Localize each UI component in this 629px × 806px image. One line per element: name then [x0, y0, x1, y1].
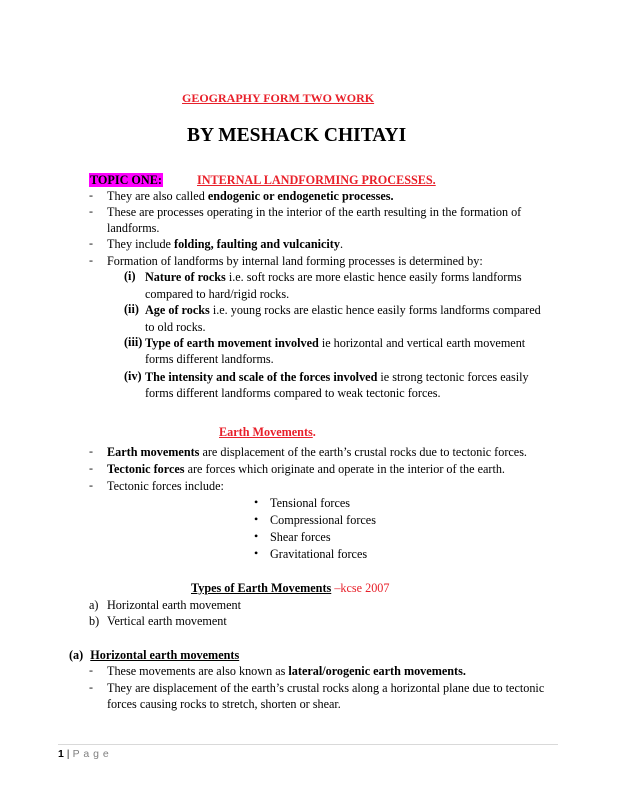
- factor-continuation: to old rocks.: [145, 320, 206, 334]
- force-item: Shear forces: [270, 530, 331, 544]
- factor-item: [145, 302, 541, 318]
- earth-movements-period: .: [312, 425, 316, 439]
- earth-movement-text: Tectonic forces include:: [107, 479, 224, 493]
- earth-movement-item: [107, 461, 505, 477]
- factor-bold: Age of rocks: [145, 303, 210, 317]
- factor-text: ie strong tectonic forces easily: [377, 370, 529, 384]
- types-note: –kcse 2007: [331, 581, 390, 595]
- dash-marker: -: [89, 236, 93, 250]
- types-label: b): [89, 614, 100, 628]
- horizontal-heading: Horizontal earth movements: [90, 648, 240, 662]
- factor-continuation: forms different landforms.: [145, 352, 274, 366]
- factor-number: (iv): [124, 369, 142, 383]
- factor-continuation: forms different landforms compared to weak tectonic forces.: [145, 386, 441, 400]
- earth-movement-bold: Tectonic forces: [107, 462, 185, 476]
- earth-movement-item: [107, 444, 527, 460]
- intro-item-continuation: landforms.: [107, 221, 160, 235]
- force-item: Tensional forces: [270, 496, 351, 510]
- earth-movement-text: are forces which originate and operate in the interior of the earth.: [184, 462, 505, 476]
- topic-title: INTERNAL LANDFORMING PROCESSES.: [197, 173, 436, 187]
- types-label: a): [89, 598, 99, 612]
- intro-text: They include: [107, 237, 175, 251]
- earth-movements-heading-line: [219, 424, 316, 440]
- types-heading: Types of Earth Movements: [191, 581, 332, 595]
- intro-bold: folding, faulting and vulcanicity: [174, 237, 340, 251]
- factor-item: [145, 269, 522, 285]
- intro-text: .: [339, 237, 343, 251]
- bullet-marker: •: [254, 512, 259, 526]
- factor-bold: The intensity and scale of the forces involved: [145, 370, 378, 384]
- force-item: Gravitational forces: [270, 547, 368, 561]
- document-subtitle: GEOGRAPHY FORM TWO WORK: [182, 91, 375, 105]
- dash-marker: -: [89, 663, 93, 677]
- factor-text: i.e. soft rocks are more elastic hence easily forms landforms: [225, 270, 522, 284]
- topic-label-highlight: [89, 173, 163, 187]
- horizontal-item: They are displacement of the earth’s crustal rocks along a horizontal plane due to tectonic: [107, 681, 545, 695]
- topic-label: TOPIC ONE: [90, 173, 158, 187]
- factor-item: [145, 335, 525, 351]
- factor-number: (iii): [124, 335, 143, 349]
- horizontal-bold: lateral/orogenic earth movements.: [288, 664, 466, 678]
- earth-movements-heading: Earth Movements: [219, 425, 313, 439]
- bullet-marker: •: [254, 529, 259, 543]
- dash-marker: -: [89, 478, 93, 492]
- factor-item: [145, 369, 529, 385]
- intro-item: [107, 236, 343, 252]
- factor-text: ie horizontal and vertical earth movement: [318, 336, 526, 350]
- factor-number: (ii): [124, 302, 139, 316]
- factor-continuation: compared to hard/rigid rocks.: [145, 287, 290, 301]
- factor-number: (i): [124, 269, 136, 283]
- force-item: Compressional forces: [270, 513, 376, 527]
- earth-movement-text: are displacement of the earth’s crustal rocks due to tectonic forces.: [199, 445, 527, 459]
- earth-movement-bold: Earth movements: [107, 445, 200, 459]
- footer-separator: |: [63, 748, 73, 760]
- dash-marker: -: [89, 444, 93, 458]
- intro-item: [107, 188, 394, 204]
- dash-marker: -: [89, 188, 93, 202]
- dash-marker: -: [89, 680, 93, 694]
- footer-rule: [58, 744, 558, 745]
- page-number: 1: [58, 748, 64, 760]
- earth-movement-item: [107, 478, 224, 494]
- intro-item: These are processes operating in the interior of the earth resulting in the formation of: [107, 205, 522, 219]
- intro-bold: endogenic or endogenetic processes.: [207, 189, 394, 203]
- dash-marker: -: [89, 253, 93, 267]
- dash-marker: -: [89, 204, 93, 218]
- bullet-marker: •: [254, 495, 259, 509]
- topic-colon: :: [157, 173, 162, 187]
- factor-bold: Type of earth movement involved: [145, 336, 319, 350]
- intro-text: They are also called: [107, 189, 208, 203]
- intro-item: Formation of landforms by internal land forming processes is determined by:: [107, 254, 483, 268]
- topic-line: [89, 172, 163, 188]
- horizontal-heading-line: [69, 647, 239, 663]
- dash-marker: -: [89, 461, 93, 475]
- horizontal-item-continuation: forces causing rocks to stretch, shorten or shear.: [107, 697, 341, 711]
- types-item: Vertical earth movement: [107, 614, 227, 628]
- footer-page-word: P a g e: [72, 748, 110, 760]
- factor-bold: Nature of rocks: [145, 270, 226, 284]
- horizontal-text: These movements are also known as: [107, 664, 289, 678]
- types-item: Horizontal earth movement: [107, 598, 242, 612]
- document-author-title: BY MESHACK CHITAYI: [187, 125, 407, 146]
- types-heading-line: [191, 580, 389, 596]
- horizontal-item: [107, 663, 466, 679]
- factor-text: i.e. young rocks are elastic hence easily forms landforms compared: [209, 303, 541, 317]
- page-footer: [58, 747, 109, 761]
- bullet-marker: •: [254, 546, 259, 560]
- horizontal-label: (a): [69, 648, 84, 662]
